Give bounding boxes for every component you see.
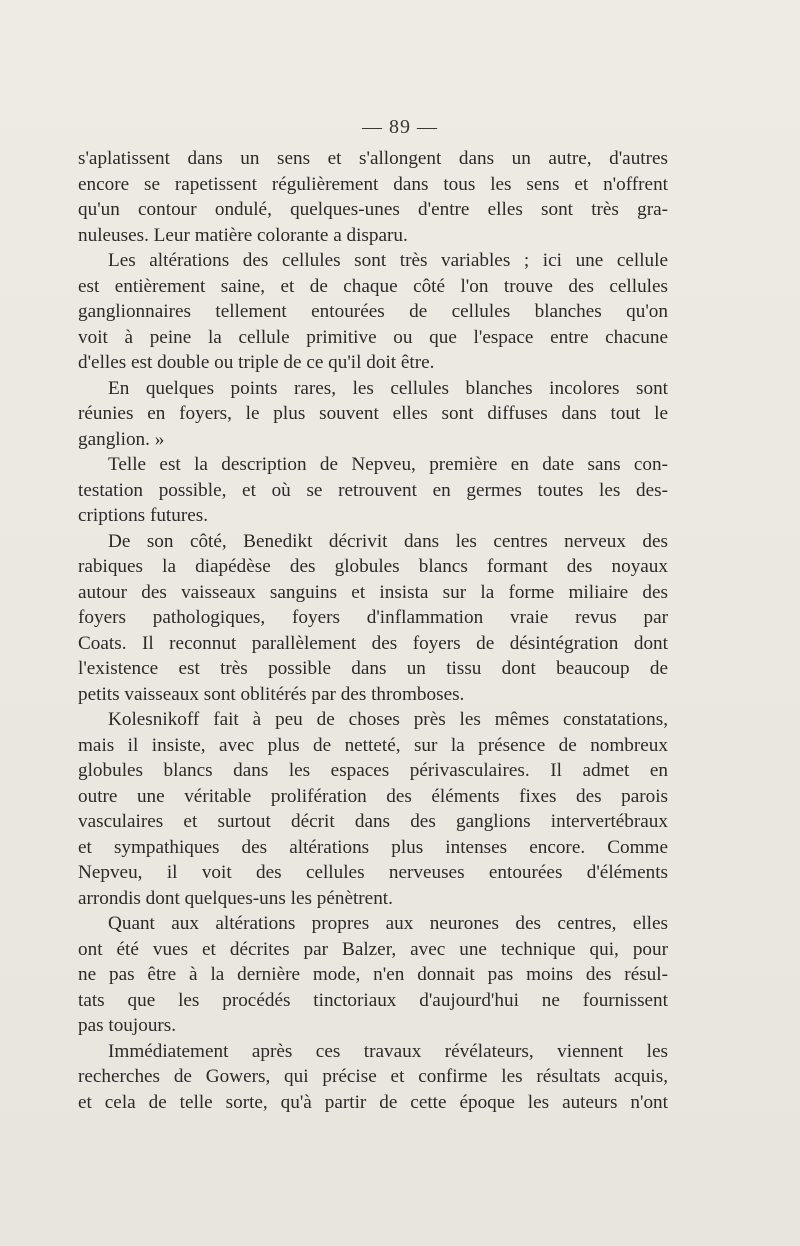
text-line: Kolesnikoff fait à peu de choses près les mêmes constatations, bbox=[108, 709, 668, 730]
paragraph-2 bbox=[78, 248, 668, 376]
text-line: petits vaisseaux sont oblitérés par des thromboses. bbox=[78, 683, 465, 705]
paragraph-1 bbox=[78, 146, 668, 248]
text-line: qu'un contour ondulé, quelques-unes d'entre elles sont très gra- bbox=[78, 199, 668, 220]
text-line: outre une véritable prolifération des éléments fixes des parois bbox=[78, 785, 668, 807]
text-line: ganglion. » bbox=[78, 428, 165, 450]
text-line: pas toujours. bbox=[78, 1015, 177, 1036]
text-line: ganglionnaires tellement entourées de cellules blanches qu'on bbox=[78, 301, 668, 322]
text-line: vasculaires et surtout décrit dans des ganglions intervertébraux bbox=[78, 811, 668, 832]
text-line: l'existence est très possible dans un tissu dont beaucoup de bbox=[78, 658, 668, 679]
paragraph-7 bbox=[78, 911, 668, 1039]
text-line: autour des vaisseaux sanguins et insista sur la forme miliaire des bbox=[78, 581, 668, 603]
text-line: arrondis dont quelques-uns les pénètrent. bbox=[78, 887, 393, 909]
text-line: s'aplatissent dans un sens et s'allongent dans un autre, d'autres bbox=[78, 148, 668, 169]
text-line: encore se rapetissent régulièrement dans tous les sens et n'offrent bbox=[78, 173, 668, 195]
paragraph-5 bbox=[78, 529, 668, 708]
text-line: rabiques la diapédèse des globules blancs formant des noyaux bbox=[78, 556, 668, 577]
text-line: réunies en foyers, le plus souvent elles sont diffuses dans tout le bbox=[78, 403, 668, 424]
text-line: tats que les procédés tinctoriaux d'aujourd'hui ne fournissent bbox=[78, 989, 668, 1011]
text-line: nuleuses. Leur matière colorante a disparu. bbox=[78, 224, 408, 246]
paragraph-6 bbox=[78, 707, 668, 911]
text-line: foyers pathologiques, foyers d'inflammation vraie revus par bbox=[78, 607, 668, 628]
text-line: En quelques points rares, les cellules blanches incolores sont bbox=[108, 377, 668, 399]
text-line: Telle est la description de Nepveu, première en date sans con- bbox=[108, 454, 668, 475]
text-line: recherches de Gowers, qui précise et confirme les résultats acquis, bbox=[78, 1066, 668, 1087]
paragraph-3 bbox=[78, 376, 668, 453]
text-line: voit à peine la cellule primitive ou que l'espace entre chacune bbox=[78, 326, 668, 348]
text-line: ne pas être à la dernière mode, n'en donnait pas moins des résul- bbox=[78, 964, 668, 985]
paragraph-8 bbox=[78, 1039, 668, 1116]
text-line: est entièrement saine, et de chaque côté l'on trouve des cellules bbox=[78, 275, 668, 297]
text-line: testation possible, et où se retrouvent en germes toutes les des- bbox=[78, 479, 668, 501]
text-line: mais il insiste, avec plus de netteté, sur la présence de nombreux bbox=[78, 734, 668, 756]
text-line: Coats. Il reconnut parallèlement des foyers de désintégration dont bbox=[78, 632, 668, 654]
text-line: globules blancs dans les espaces périvasculaires. Il admet en bbox=[78, 760, 668, 781]
body-text bbox=[78, 146, 668, 1115]
page-number: — 89 — bbox=[362, 116, 438, 138]
text-line: ont été vues et décrites par Balzer, avec une technique qui, pour bbox=[78, 938, 668, 960]
text-line: Nepveu, il voit des cellules nerveuses entourées d'éléments bbox=[78, 862, 668, 883]
text-line: criptions futures. bbox=[78, 505, 209, 526]
text-line: d'elles est double ou triple de ce qu'il doit être. bbox=[78, 352, 435, 373]
text-line: Immédiatement après ces travaux révélateurs, viennent les bbox=[108, 1040, 668, 1062]
paragraph-4 bbox=[78, 452, 668, 529]
text-line: et cela de telle sorte, qu'à partir de cette époque les auteurs n'ont bbox=[78, 1091, 668, 1113]
text-line: et sympathiques des altérations plus intenses encore. Comme bbox=[78, 836, 668, 858]
text-line: Les altérations des cellules sont très variables ; ici une cellule bbox=[108, 250, 668, 271]
text-line: Quant aux altérations propres aux neurones des centres, elles bbox=[108, 913, 668, 934]
text-line: De son côté, Benedikt décrivit dans les centres nerveux des bbox=[108, 530, 668, 552]
